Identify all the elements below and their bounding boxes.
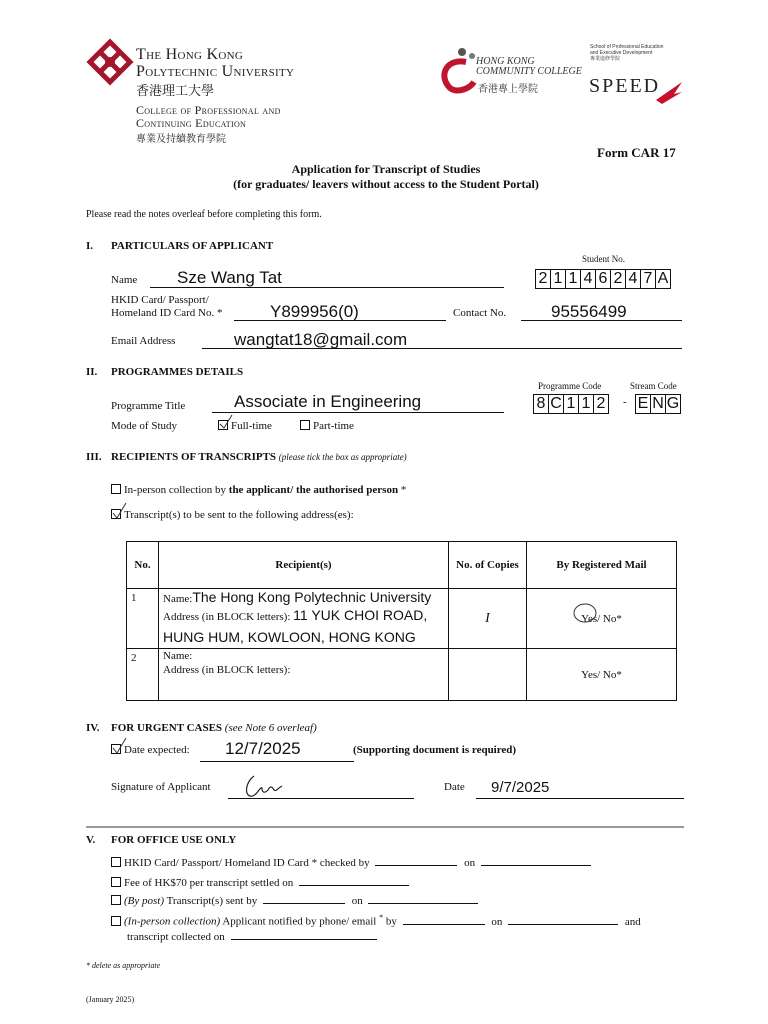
office-inperson-checkbox[interactable] xyxy=(111,916,121,926)
office-on-text: on xyxy=(464,857,476,869)
polyu-chinese: 香港理工大學 xyxy=(136,83,215,98)
section1-heading: PARTICULARS OF APPLICANT xyxy=(111,240,274,252)
row-no: 2 xyxy=(127,649,159,701)
section3-heading xyxy=(111,451,407,463)
office-fee-checkbox[interactable] xyxy=(111,877,121,887)
office-hkid-on-line[interactable] xyxy=(481,865,591,866)
mode-label: Mode of Study xyxy=(111,420,177,432)
hkid-field[interactable]: Y899956(0) xyxy=(270,302,359,321)
office-inperson-on-line[interactable] xyxy=(508,924,618,925)
hkid-label-line2: Homeland ID Card No. * xyxy=(111,307,223,319)
mail-choice[interactable]: Yes/ No* xyxy=(581,668,622,681)
office-item-fee[interactable] xyxy=(111,877,409,889)
cpce-chinese: 專業及持續教育學院 xyxy=(136,134,226,145)
office-collected-text: transcript collected on xyxy=(127,931,225,943)
hkcc-logo-icon xyxy=(436,44,480,94)
office-fee-text: Fee of HK$70 per transcript settled on xyxy=(124,877,294,889)
recipient-address-label: Address (in BLOCK letters): xyxy=(163,664,291,676)
hkcc-name xyxy=(476,57,582,77)
date-field[interactable]: 9/7/2025 xyxy=(491,779,550,796)
office-item-collected[interactable] xyxy=(127,931,377,943)
student-no-digit-box[interactable]: 2 xyxy=(610,269,626,289)
stream-code-boxes xyxy=(636,394,681,414)
office-hkid-checkbox[interactable] xyxy=(111,857,121,867)
intro-note: Please read the notes overleaf before completing this form. xyxy=(86,209,322,220)
inperson-option[interactable] xyxy=(111,484,406,496)
checkmark-icon xyxy=(112,502,128,520)
date-expected-label: Date expected: xyxy=(124,744,190,756)
recipient-name-value[interactable]: The Hong Kong Polytechnic University xyxy=(192,589,432,605)
date-expected-option[interactable] xyxy=(111,744,190,756)
mail-cell[interactable] xyxy=(527,589,677,649)
programme-title-field[interactable]: Associate in Engineering xyxy=(234,392,422,411)
section3-numeral: III. xyxy=(86,451,102,463)
speed-small-line2: and Executive Development xyxy=(590,50,653,56)
speed-logo: SPEED xyxy=(589,75,661,97)
inperson-star: * xyxy=(398,484,407,496)
programme-code-char-box[interactable]: C xyxy=(548,394,564,414)
office-inperson-text: Applicant notified by phone/ email xyxy=(220,915,380,928)
sent-label: Transcript(s) to be sent to the following address(es): xyxy=(124,509,354,521)
programme-code-label: Programme Code xyxy=(538,381,602,391)
stream-code-char-box[interactable]: N xyxy=(650,394,666,414)
student-no-digit-box[interactable]: A xyxy=(655,269,671,289)
office-hkid-text: HKID Card/ Passport/ Homeland ID Card * checked by xyxy=(124,857,370,869)
section3-heading-text: RECIPIENTS OF TRANSCRIPTS xyxy=(111,451,277,463)
student-no-label: Student No. xyxy=(582,254,626,264)
programme-code-boxes xyxy=(534,394,609,414)
date-expected-line xyxy=(200,761,354,762)
hkcc-name-line2: COMMUNITY COLLEGE xyxy=(476,66,582,77)
part-time-checkbox[interactable] xyxy=(300,420,310,430)
cpce-name xyxy=(136,104,281,130)
recipient-address-value-2[interactable]: HUNG HUM, KOWLOON, HONG KONG xyxy=(163,629,416,645)
student-no-digit-box[interactable]: 1 xyxy=(565,269,581,289)
col-copies: No. of Copies xyxy=(449,542,527,589)
copies-value[interactable]: I xyxy=(485,610,490,626)
office-on-text: on xyxy=(491,915,503,928)
section4-heading xyxy=(111,722,317,734)
section2-numeral: II. xyxy=(86,366,98,378)
mail-choice[interactable]: Yes/ No* xyxy=(581,612,622,625)
office-and-text: and xyxy=(624,915,641,928)
student-no-boxes xyxy=(536,269,671,289)
form-title-line1: Application for Transcript of Studies xyxy=(291,162,481,176)
recipient-cell[interactable] xyxy=(159,589,449,649)
contact-field[interactable]: 95556499 xyxy=(551,302,627,321)
office-post-on-line[interactable] xyxy=(368,903,478,904)
programme-code-char-box[interactable]: 1 xyxy=(563,394,579,414)
recipient-address-value-1[interactable]: 11 YUK CHOI ROAD, xyxy=(293,607,428,623)
row-no: 1 xyxy=(127,589,159,649)
programme-code-char-box[interactable]: 8 xyxy=(533,394,549,414)
table-row xyxy=(127,589,677,649)
hkcc-name-line1: HONG KONG xyxy=(476,56,535,67)
section4-numeral: IV. xyxy=(86,722,100,734)
form-code: Form CAR 17 xyxy=(597,145,676,160)
recipient-cell[interactable] xyxy=(159,649,449,701)
office-post-checkbox[interactable] xyxy=(111,895,121,905)
polyu-emblem-icon xyxy=(84,38,136,88)
inperson-text: In-person collection by xyxy=(124,484,229,496)
inperson-checkbox[interactable] xyxy=(111,484,121,494)
full-time-option[interactable] xyxy=(218,420,272,432)
revision-date: (January 2025) xyxy=(86,995,135,1004)
inperson-bold-text: the applicant/ the authorised person xyxy=(228,484,399,496)
office-item-hkid[interactable] xyxy=(111,857,591,869)
polyu-name xyxy=(136,46,294,80)
name-field[interactable]: Sze Wang Tat xyxy=(177,268,282,287)
office-collected-line[interactable] xyxy=(231,939,377,940)
office-item-inperson[interactable] xyxy=(111,913,641,928)
date-expected-field[interactable]: 12/7/2025 xyxy=(225,739,301,758)
contact-label: Contact No. xyxy=(453,307,507,319)
speed-small-text xyxy=(590,44,663,62)
hkcc-chinese: 香港專上學院 xyxy=(478,84,538,95)
office-on-text: on xyxy=(351,895,363,907)
recipient-address-label: Address (in BLOCK letters): xyxy=(163,611,291,623)
programme-title-line xyxy=(212,412,504,413)
section5-numeral: V. xyxy=(86,834,96,846)
col-mail: By Registered Mail xyxy=(527,542,677,589)
student-no-digit-box[interactable]: 7 xyxy=(640,269,656,289)
student-no-digit-box[interactable]: 2 xyxy=(535,269,551,289)
stream-code-char-box[interactable]: E xyxy=(635,394,651,414)
sent-option[interactable] xyxy=(111,509,354,521)
section2-heading: PROGRAMMES DETAILS xyxy=(111,366,244,378)
office-post-italic: (By post) xyxy=(124,895,165,907)
table-header-row xyxy=(127,542,677,589)
part-time-option[interactable] xyxy=(300,420,354,432)
copies-cell[interactable] xyxy=(449,649,527,701)
hkid-label-line1: HKID Card/ Passport/ xyxy=(111,294,209,306)
full-time-label: Full-time xyxy=(231,420,272,432)
speed-swoosh-icon xyxy=(654,80,684,104)
form-title-line2: (for graduates/ leavers without access to the Student Portal) xyxy=(233,177,539,191)
signature-mark[interactable] xyxy=(232,772,292,800)
form-title xyxy=(0,162,768,192)
office-inperson-italic: (In-person collection) xyxy=(124,915,221,928)
student-no-digit-box[interactable]: 6 xyxy=(595,269,611,289)
date-label: Date xyxy=(444,781,465,793)
recipient-name-label: Name: xyxy=(163,593,193,605)
name-label: Name xyxy=(111,274,138,286)
copies-cell[interactable] xyxy=(449,589,527,649)
section4-heading-note: (see Note 6 overleaf) xyxy=(224,722,317,734)
programme-code-char-box[interactable]: 2 xyxy=(593,394,609,414)
col-no: No. xyxy=(127,542,159,589)
header-logos xyxy=(84,38,694,148)
stream-code-char-box[interactable]: G xyxy=(666,395,680,412)
polyu-name-line1: The Hong Kong xyxy=(136,46,244,63)
office-inperson-by-line[interactable] xyxy=(403,924,485,925)
office-inperson-by: by xyxy=(383,915,397,928)
student-no-digit-box[interactable]: 4 xyxy=(580,269,596,289)
section4-heading-text: FOR URGENT CASES xyxy=(111,722,223,734)
recipients-table xyxy=(126,541,677,701)
programme-code-char-box[interactable]: 1 xyxy=(578,394,594,414)
checkmark-icon xyxy=(219,414,233,430)
section3-heading-note: (please tick the box as appropriate) xyxy=(278,452,407,462)
polyu-name-line2: Polytechnic University xyxy=(136,63,295,80)
office-fee-line[interactable] xyxy=(299,885,409,886)
part-time-label: Part-time xyxy=(313,420,354,432)
circle-mark-icon xyxy=(571,601,599,625)
date-line xyxy=(476,798,684,799)
checkmark-icon xyxy=(112,737,128,755)
cpce-name-line1: College of Professional and xyxy=(136,103,281,117)
col-recipient: Recipient(s) xyxy=(159,542,449,589)
student-no-digit-box[interactable]: 4 xyxy=(625,269,641,289)
email-label: Email Address xyxy=(111,335,176,347)
mail-cell[interactable] xyxy=(527,649,677,701)
section1-numeral: I. xyxy=(86,240,94,252)
student-no-digit-box[interactable]: 1 xyxy=(550,269,566,289)
office-item-post[interactable] xyxy=(111,895,478,907)
cpce-name-line2: Continuing Education xyxy=(136,116,247,130)
delete-note: * delete as appropriate xyxy=(86,961,161,970)
table-row xyxy=(127,649,677,701)
speed-chinese: 專業進修學院 xyxy=(590,56,621,62)
office-inperson-star: * xyxy=(379,913,384,922)
office-post-text: Transcript(s) sent by xyxy=(164,895,258,907)
section-divider xyxy=(86,826,684,828)
signature-label: Signature of Applicant xyxy=(111,781,211,793)
hkid-label xyxy=(111,294,223,320)
programme-title-label: Programme Title xyxy=(111,400,186,412)
code-dash: - xyxy=(623,396,627,408)
office-hkid-by-line[interactable] xyxy=(375,865,457,866)
section5-heading: FOR OFFICE USE ONLY xyxy=(111,834,237,846)
office-post-by-line[interactable] xyxy=(263,903,345,904)
support-note: (Supporting document is required) xyxy=(353,744,517,756)
recipient-name-label: Name: xyxy=(163,650,193,662)
email-field[interactable]: wangtat18@gmail.com xyxy=(234,330,408,349)
speed-small-line1: School of Professional Education xyxy=(590,44,664,50)
stream-code-label: Stream Code xyxy=(630,381,677,391)
